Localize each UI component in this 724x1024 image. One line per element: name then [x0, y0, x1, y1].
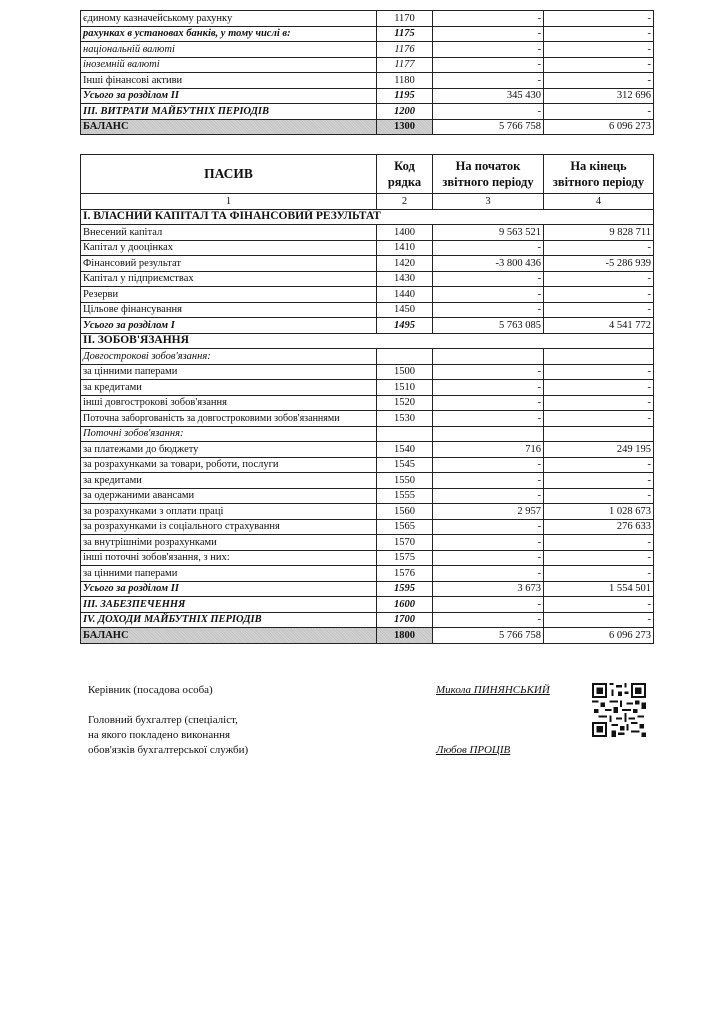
row-end-value: -	[544, 11, 654, 27]
row-start-value: -	[433, 612, 544, 628]
row-label: Усього за розділом II	[81, 88, 377, 104]
row-start-value: -	[433, 395, 544, 411]
row-start-value: 2 957	[433, 504, 544, 520]
row-start-value: -	[433, 535, 544, 551]
row-end-value: -	[544, 550, 654, 566]
row-end-value: -	[544, 566, 654, 582]
table-row	[81, 302, 654, 318]
column-number: 2	[377, 194, 433, 210]
table-row	[81, 364, 654, 380]
section-row	[81, 597, 654, 613]
empty-cell	[433, 349, 544, 365]
row-start-value: -	[433, 411, 544, 427]
row-label: Резерви	[81, 287, 377, 303]
row-end-value: -	[544, 411, 654, 427]
row-code: 1600	[377, 597, 433, 613]
row-start-value: -	[433, 42, 544, 58]
row-code: 1595	[377, 581, 433, 597]
row-label: єдиному казначейському рахунку	[81, 11, 377, 27]
row-code: 1180	[377, 73, 433, 89]
row-label: за розрахунками за товари, роботи, послуги	[81, 457, 377, 473]
header-row	[81, 155, 654, 194]
qr-code-icon	[592, 683, 646, 737]
row-code: 1170	[377, 11, 433, 27]
row-code: 1575	[377, 550, 433, 566]
table-row	[81, 26, 654, 42]
empty-cell	[377, 349, 433, 365]
row-start-value: -	[433, 457, 544, 473]
section-total-row	[81, 581, 654, 597]
table-row	[81, 504, 654, 520]
table-row	[81, 256, 654, 272]
row-label: БАЛАНС	[81, 119, 377, 135]
row-label: Усього за розділом ІІ	[81, 581, 377, 597]
table-row	[81, 457, 654, 473]
current-heading: Поточні зобов'язання:	[81, 426, 377, 442]
row-end-value: -	[544, 73, 654, 89]
row-start-value: 716	[433, 442, 544, 458]
row-end-value: 312 696	[544, 88, 654, 104]
liabilities-table	[80, 154, 654, 644]
row-end-value: -	[544, 57, 654, 73]
section-heading-row	[81, 333, 654, 349]
row-start-value: -	[433, 302, 544, 318]
row-label: Капітал у дооцінках	[81, 240, 377, 256]
row-start-value: 9 563 521	[433, 225, 544, 241]
row-end-value: 1 554 501	[544, 581, 654, 597]
row-end-value: 6 096 273	[544, 119, 654, 135]
row-start-value: -	[433, 550, 544, 566]
row-code: 1550	[377, 473, 433, 489]
row-end-value: -	[544, 535, 654, 551]
row-start-value: -	[433, 473, 544, 489]
row-start-value: -	[433, 287, 544, 303]
row-start-value: -	[433, 364, 544, 380]
table-row	[81, 411, 654, 427]
row-start-value: -	[433, 57, 544, 73]
row-code: 1300	[377, 119, 433, 135]
subheading-row	[81, 426, 654, 442]
row-label: за розрахунками із соціального страхування	[81, 519, 377, 535]
row-start-value: -	[433, 271, 544, 287]
column-number-row	[81, 194, 654, 210]
row-start-value: -	[433, 380, 544, 396]
table-row	[81, 225, 654, 241]
row-code: 1450	[377, 302, 433, 318]
table-row	[81, 240, 654, 256]
row-start-value: -	[433, 519, 544, 535]
table-row	[81, 380, 654, 396]
row-code: 1540	[377, 442, 433, 458]
table-row	[81, 287, 654, 303]
row-code: 1555	[377, 488, 433, 504]
row-end-value: 6 096 273	[544, 628, 654, 644]
row-label: за одержаними авансами	[81, 488, 377, 504]
row-start-value: 5 766 758	[433, 119, 544, 135]
row-label: національній валюті	[81, 42, 377, 58]
row-code: 1400	[377, 225, 433, 241]
section-total-row	[81, 318, 654, 334]
section-2-title: ІІ. ЗОБОВ'ЯЗАННЯ	[81, 333, 654, 349]
row-label: за платежами до бюджету	[81, 442, 377, 458]
row-label: інші поточні зобов'язання, з них:	[81, 550, 377, 566]
table-row	[81, 519, 654, 535]
row-start-value: -	[433, 240, 544, 256]
row-end-value: -	[544, 240, 654, 256]
director-role: Керівник (посадова особа)	[88, 684, 213, 696]
section-1-title: І. ВЛАСНИЙ КАПІТАЛ ТА ФІНАНСОВИЙ РЕЗУЛЬТАТ	[81, 209, 654, 225]
row-code: 1410	[377, 240, 433, 256]
header-start-period: На початок звітного періоду	[433, 155, 544, 194]
table-row	[81, 566, 654, 582]
row-end-value: -5 286 939	[544, 256, 654, 272]
table-row	[81, 395, 654, 411]
row-label: IV. ДОХОДИ МАЙБУТНІХ ПЕРІОДІВ	[81, 612, 377, 628]
row-label: Капітал у підприємствах	[81, 271, 377, 287]
row-code: 1530	[377, 411, 433, 427]
row-end-value: -	[544, 104, 654, 120]
row-start-value: 3 673	[433, 581, 544, 597]
long-term-heading: Довгострокові зобов'язання:	[81, 349, 377, 365]
balance-row	[81, 628, 654, 644]
row-label: БАЛАНС	[81, 628, 377, 644]
table-row	[81, 550, 654, 566]
row-start-value: -	[433, 488, 544, 504]
row-code: 1700	[377, 612, 433, 628]
row-label: Поточна заборгованість за довгостроковими зобов'язаннями	[81, 411, 377, 427]
header-end-period: На кінець звітного періоду	[544, 155, 654, 194]
assets-continued-table	[80, 10, 654, 135]
column-number: 3	[433, 194, 544, 210]
row-code: 1175	[377, 26, 433, 42]
row-end-value: -	[544, 287, 654, 303]
header-liabilities: ПАСИВ	[81, 155, 377, 194]
row-end-value: -	[544, 597, 654, 613]
row-code: 1176	[377, 42, 433, 58]
row-end-value: -	[544, 42, 654, 58]
table-row	[81, 73, 654, 89]
row-start-value: 345 430	[433, 88, 544, 104]
row-label: Внесений капітал	[81, 225, 377, 241]
row-code: 1200	[377, 104, 433, 120]
row-end-value: -	[544, 395, 654, 411]
accountant-name: Любов ПРОЦІВ	[436, 744, 511, 756]
row-end-value: -	[544, 302, 654, 318]
row-start-value: -	[433, 104, 544, 120]
row-label: іноземній валюті	[81, 57, 377, 73]
row-label: за кредитами	[81, 380, 377, 396]
row-label: Усього за розділом І	[81, 318, 377, 334]
row-code: 1495	[377, 318, 433, 334]
row-end-value: 276 633	[544, 519, 654, 535]
row-code: 1520	[377, 395, 433, 411]
table-row	[81, 473, 654, 489]
section-heading-row	[81, 209, 654, 225]
row-label: III. ВИТРАТИ МАЙБУТНІХ ПЕРІОДІВ	[81, 104, 377, 120]
row-end-value: -	[544, 26, 654, 42]
row-start-value: -	[433, 11, 544, 27]
row-code: 1500	[377, 364, 433, 380]
row-code: 1510	[377, 380, 433, 396]
row-start-value: -	[433, 597, 544, 613]
row-code: 1570	[377, 535, 433, 551]
row-end-value: 9 828 711	[544, 225, 654, 241]
row-end-value: 249 195	[544, 442, 654, 458]
row-label: ІІІ. ЗАБЕЗПЕЧЕННЯ	[81, 597, 377, 613]
table-row	[81, 57, 654, 73]
row-code: 1420	[377, 256, 433, 272]
section-total-row	[81, 88, 654, 104]
row-code: 1565	[377, 519, 433, 535]
row-code: 1440	[377, 287, 433, 303]
row-label: Інші фінансові активи	[81, 73, 377, 89]
column-number: 1	[81, 194, 377, 210]
empty-cell	[377, 426, 433, 442]
accountant-role-line-3: обов'язків бухгалтерської служби)	[88, 744, 249, 756]
row-end-value: -	[544, 271, 654, 287]
row-label: Фінансовий результат	[81, 256, 377, 272]
table-row	[81, 42, 654, 58]
row-label: інші довгострокові зобов'язання	[81, 395, 377, 411]
empty-cell	[433, 426, 544, 442]
row-start-value: 5 766 758	[433, 628, 544, 644]
row-code: 1576	[377, 566, 433, 582]
row-end-value: -	[544, 612, 654, 628]
row-end-value: -	[544, 488, 654, 504]
row-start-value: -3 800 436	[433, 256, 544, 272]
empty-cell	[544, 349, 654, 365]
row-end-value: 4 541 772	[544, 318, 654, 334]
row-end-value: -	[544, 380, 654, 396]
row-code: 1545	[377, 457, 433, 473]
table-row	[81, 271, 654, 287]
table-row	[81, 442, 654, 458]
subheading-row	[81, 349, 654, 365]
accountant-role-line-2: на якого покладено виконання	[88, 729, 231, 741]
balance-row	[81, 119, 654, 135]
section-row	[81, 612, 654, 628]
row-code: 1800	[377, 628, 433, 644]
section-row	[81, 104, 654, 120]
row-label: рахунках в установах банків, у тому числі в:	[81, 26, 377, 42]
table-row	[81, 488, 654, 504]
row-start-value: 5 763 085	[433, 318, 544, 334]
accountant-role-line-1: Головний бухгалтер (спеціаліст,	[88, 714, 238, 726]
row-code: 1195	[377, 88, 433, 104]
row-code: 1430	[377, 271, 433, 287]
table-row	[81, 535, 654, 551]
row-code: 1560	[377, 504, 433, 520]
empty-cell	[544, 426, 654, 442]
row-label: за цінними паперами	[81, 364, 377, 380]
row-label: за розрахунками з оплати праці	[81, 504, 377, 520]
director-name: Микола ПИНЯНСЬКИЙ	[436, 684, 550, 696]
row-label: за внутрішніми розрахунками	[81, 535, 377, 551]
header-code: Код рядка	[377, 155, 433, 194]
row-end-value: -	[544, 457, 654, 473]
row-start-value: -	[433, 73, 544, 89]
row-start-value: -	[433, 26, 544, 42]
row-end-value: -	[544, 364, 654, 380]
column-number: 4	[544, 194, 654, 210]
row-label: Цільове фінансування	[81, 302, 377, 318]
row-start-value: -	[433, 566, 544, 582]
row-code: 1177	[377, 57, 433, 73]
row-label: за цінними паперами	[81, 566, 377, 582]
row-end-value: 1 028 673	[544, 504, 654, 520]
row-end-value: -	[544, 473, 654, 489]
table-row	[81, 11, 654, 27]
row-label: за кредитами	[81, 473, 377, 489]
